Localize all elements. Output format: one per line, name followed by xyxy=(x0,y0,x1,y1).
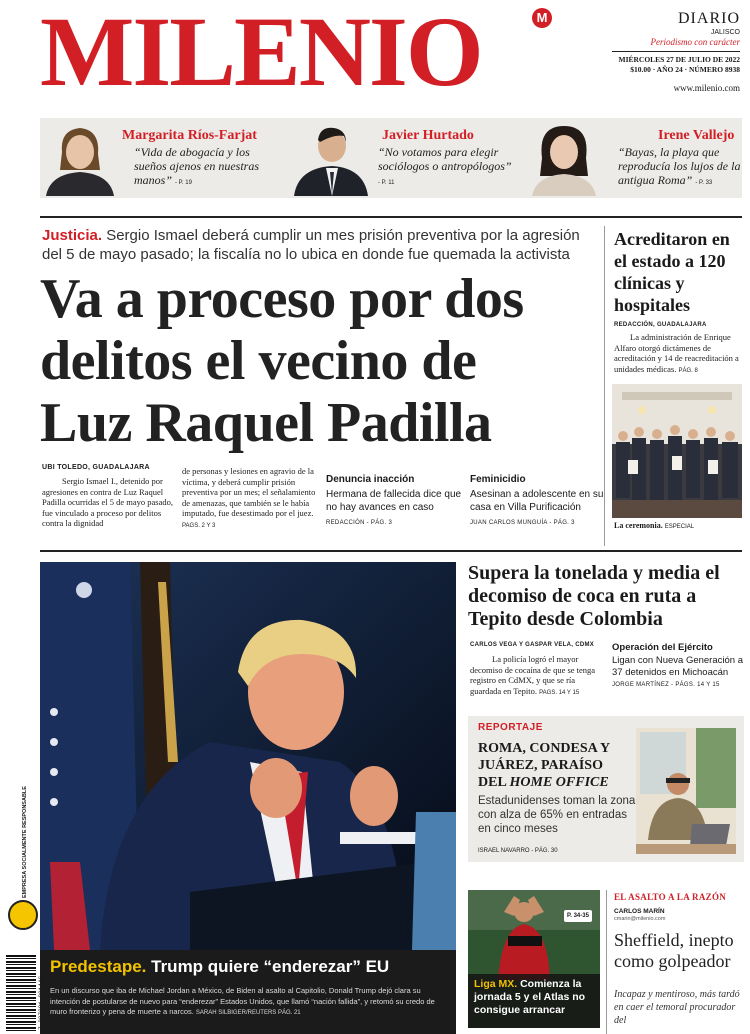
columnist-3[interactable] xyxy=(524,118,742,198)
trump-headline-bar[interactable] xyxy=(40,950,456,984)
columnist-2[interactable] xyxy=(290,118,520,198)
issue-number: $10.00 · AÑO 24 · NÚMERO 8938 xyxy=(630,65,740,74)
brief-text: Asesinan a adolescente en su casa en Villa Purificación xyxy=(470,489,604,513)
lead-deck-text: Sergio Ismael deberá cumplir un mes prisión preventiva por la agresión del 5 de mayo pasado; la fiscalía no lo ubica en donde fue quemada la activista xyxy=(42,227,580,263)
ceremony-photo xyxy=(612,384,742,518)
lead-headline-line: Luz Raquel Padilla xyxy=(40,392,492,454)
slogan: Periodismo con carácter xyxy=(650,37,740,47)
liga-mx-photo[interactable] xyxy=(468,890,600,1028)
website-link[interactable]: www.milenio.com xyxy=(673,83,740,93)
coca-headline[interactable]: Supera la tonelada y media el decomiso de coca en ruta a Tepito desde Colombia xyxy=(468,562,720,630)
reportaje-byline: ISRAEL NAVARRO - PÁG. 30 xyxy=(478,848,558,854)
lead-col1: Sergio Ismael I., detenido por agresiones en contra de Luz Raquel Padilla ocurridas el 5 de mayo pasado, fue vinculado a proceso por delitos contra la dignidad xyxy=(42,476,174,528)
side-text: La administración de Enrique Alfaro otorgó dictámenes de acreditación y 14 de reacreditación a unidades médicas. PÁG. 8 xyxy=(614,332,739,374)
masthead-logo[interactable]: MILENIO xyxy=(40,0,482,107)
esr-label: EMPRESA SOCIALMENTE RESPONSABLE xyxy=(22,786,28,898)
divider xyxy=(40,216,742,218)
columnist-name: Margarita Ríos-Farjat xyxy=(122,128,257,143)
issue-date: MIÉRCOLES 27 DE JULIO DE 2022 xyxy=(618,55,740,64)
divider xyxy=(612,51,740,52)
divider xyxy=(604,226,605,546)
columnist-photo xyxy=(290,122,370,196)
side-headline[interactable]: Acreditaron en el estado a 120 clínicas y hospitales xyxy=(614,229,730,315)
brief-title: Operación del Ejército xyxy=(612,642,713,653)
columnist-photo xyxy=(524,122,604,196)
reportaje-headline: ROMA, CONDESA Y JUÁREZ, PARAÍSO DEL HOME OFFICE xyxy=(478,741,610,790)
trump-photo[interactable] xyxy=(40,562,456,950)
razon-author: CARLOS MARÍN xyxy=(614,908,665,915)
columnist-1[interactable] xyxy=(40,118,274,198)
barcode xyxy=(6,955,36,1031)
reportaje-label: REPORTAJE xyxy=(478,722,543,733)
brief-title: Feminicidio xyxy=(470,474,526,485)
brief-2[interactable] xyxy=(470,474,606,526)
esr-badge xyxy=(6,786,36,934)
divider xyxy=(40,550,742,552)
reportaje-box[interactable] xyxy=(468,716,744,862)
liga-caption: Liga MX. Comienza la jornada 5 y el Atlas no consigue arrancar xyxy=(474,978,586,1016)
brief-credit: JORGE MARTÍNEZ - PÁGS. 14 Y 15 xyxy=(612,682,720,688)
brief-text: Ligan con Nueva Generación a 37 detenidos en Michoacán xyxy=(612,655,743,678)
brief-1[interactable] xyxy=(326,474,464,526)
columnist-quote: “No votamos para elegir sociólogos o antropólogos” - P. 11 xyxy=(378,145,512,186)
lead-deck xyxy=(42,226,587,264)
liga-page-badge: P. 34-35 xyxy=(564,910,592,922)
side-byline: REDACCIÓN, GUADALAJARA xyxy=(614,322,707,328)
trump-caption-box xyxy=(40,984,456,1034)
razon-headline[interactable]: Sheffield, inepto como golpeador xyxy=(614,930,734,971)
columnist-quote: “Vida de abogacía y los sueños ajenos en nuestras manos” - P. 19 xyxy=(134,145,259,187)
columnist-band xyxy=(40,118,742,198)
divider xyxy=(606,890,607,1034)
trump-caption: En un discurso que iba de Michael Jordan a México, de Biden al asalto al Capitolio, Donald Trump dejó clara su intención de postularse de nuevo para “enderezar” Estados Unidos, que llamó “nación fallida”, y retomó su credo de muro fronterizo y pena de muerte a narcos. SARAH SILBIGER/REUTERS PÁG. 21 xyxy=(50,986,435,1016)
side-caption: La ceremonia. ESPECIAL xyxy=(614,521,695,530)
coca-byline: CARLOS VEGA Y GASPAR VELA, CDMX xyxy=(470,642,595,648)
brief-title: Denuncia inacción xyxy=(326,474,415,485)
trump-headline: Predestape. Trump quiere “enderezar” EU xyxy=(50,957,390,976)
edition-info xyxy=(612,10,740,93)
lead-headline-line: Va a proceso por dos xyxy=(40,268,524,330)
razon-label: EL ASALTO A LA RAZÓN xyxy=(614,892,727,902)
coca-text: La policía logró el mayor decomiso de cocaína de que se tenga registro en CdMX, y que se ría guardada en Tepito. PAGS. 14 Y 15 xyxy=(470,654,596,696)
columnist-name: Javier Hurtado xyxy=(382,128,474,143)
lead-kicker: Justicia. xyxy=(42,227,103,244)
lead-byline: UBI TOLEDO, GUADALAJARA xyxy=(42,464,150,471)
edition-name: DIARIO xyxy=(678,10,740,27)
columnist-quote: “Bayas, la playa que reproducía los lujos de la antigua Roma” - P. 33 xyxy=(618,145,741,187)
lead-col2: de personas y lesiones en agravio de la víctima, y deberá cumplir prisión preventiva por un mes; el señalamiento de amenazas, que también se le había imputado, fue desestimado por el juez. PAGS. 2 Y 3 xyxy=(182,466,316,529)
army-brief[interactable] xyxy=(612,642,744,688)
registered-mark: M xyxy=(532,8,552,28)
edition-state: JALISCO xyxy=(710,29,740,36)
reportaje-text: Estadunidenses toman la zona con alza de 65% en entradas en cinco meses xyxy=(478,795,636,835)
barcode-number: 7 227281 001446 xyxy=(38,975,45,1030)
reportaje-photo xyxy=(636,728,736,854)
razon-text: Incapaz y mentiroso, más tardó en caer el temoral procurador del xyxy=(614,989,740,1026)
lead-headline-line: delitos el vecino de xyxy=(40,330,477,392)
brief-credit: REDACCIÓN - PÁG. 3 xyxy=(326,520,393,526)
brief-text: Hermana de fallecida dice que no hay avances en caso xyxy=(326,489,462,513)
razon-email[interactable]: cmarin@milenio.com xyxy=(614,916,666,922)
brief-credit: JUAN CARLOS MUNGUÍA - PÁG. 3 xyxy=(470,520,575,526)
esr-logo-icon xyxy=(8,900,38,930)
lead-headline[interactable] xyxy=(40,268,600,454)
columnist-photo xyxy=(40,122,120,196)
columnist-name: Irene Vallejo xyxy=(658,128,735,143)
